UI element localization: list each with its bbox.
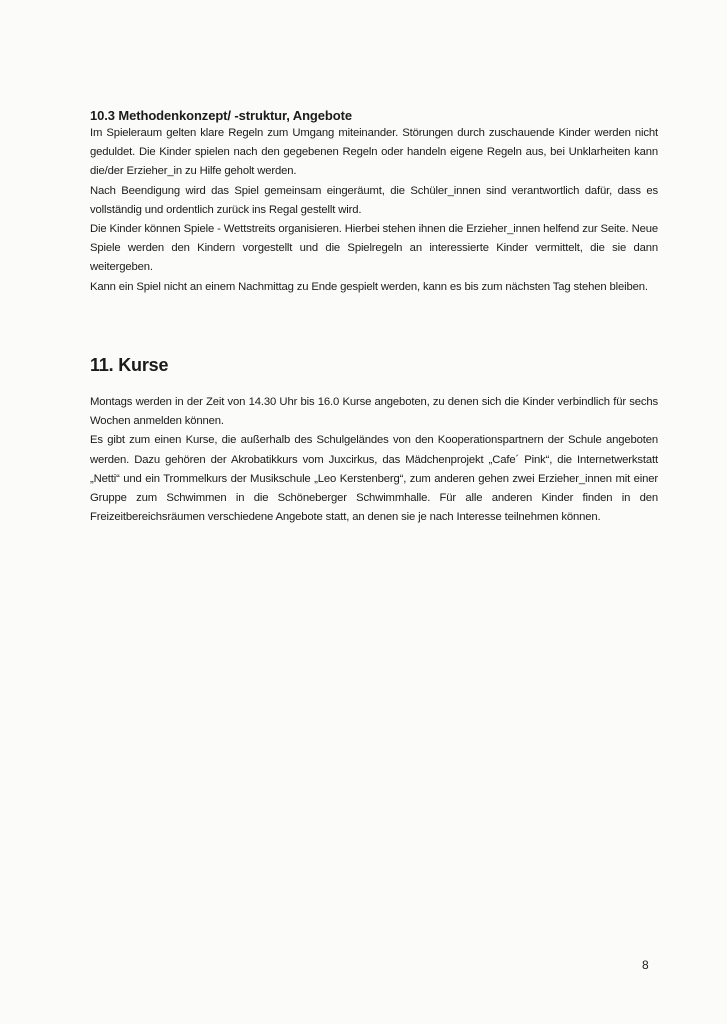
paragraph-schedule: Montags werden in der Zeit von 14.30 Uhr bis 16.0 Kurse angeboten, zu denen sich die Kinder verbindlich für sechs Wochen anmelden können. — [90, 396, 658, 428]
section-heading: 10.3 Methodenkonzept/ -struktur, Angebote — [90, 108, 352, 123]
page-number: 8 — [642, 958, 649, 972]
paragraph-unfinished-games: Kann ein Spiel nicht an einem Nachmittag zu Ende gespielt werden, kann es bis zum nächsten Tag stehen bleiben. — [90, 280, 648, 293]
paragraph-cleanup: Nach Beendigung wird das Spiel gemeinsam eingeräumt, die Schüler_innen sind verantwortlich dafür, dass es vollständig und ordentlich zurück ins Regal gestellt wird. — [90, 184, 658, 216]
chapter-body — [90, 393, 658, 527]
paragraph-courses: Es gibt zum einen Kurse, die außerhalb des Schulgeländes von den Kooperationspartnern der Schule angeboten werden. Dazu gehören der Akrobatikkurs vom Juxcirkus, das Mädchenprojekt „Cafe´ Pink“, die Internetwerkstatt „Netti“ und ein Trommelkurs der Musikschule „Leo Kerstenberg“, zum anderen gehen zwei Erzieher_innen mit einer Gruppe zum Schwimmen in die Schöneberger Schwimmhalle. Für alle anderen Kinder finden in den Freizeitbereichsräumen verschiedene Angebote statt, an denen sie je nach Interesse teilnehmen können. — [90, 434, 658, 524]
paragraph-competitions: Die Kinder können Spiele - Wettstreits organisieren. Hierbei stehen ihnen die Erzieher_innen helfend zur Seite. Neue Spiele werden den Kindern vorgestellt und die Spielregeln an interessierte Kinder vermittelt, die sie dann weitergeben. — [90, 223, 658, 274]
chapter-heading: 11. Kurse — [90, 355, 169, 375]
section-body — [90, 124, 658, 297]
paragraph-rules: Im Spieleraum gelten klare Regeln zum Umgang miteinander. Störungen durch zuschauende Kinder werden nicht geduldet. Die Kinder spielen nach den gegebenen Regeln oder handeln eigene Regeln aus, bei Unklarheiten kann die/der Erzieher_in zu Hilfe geholt werden. — [90, 127, 658, 178]
